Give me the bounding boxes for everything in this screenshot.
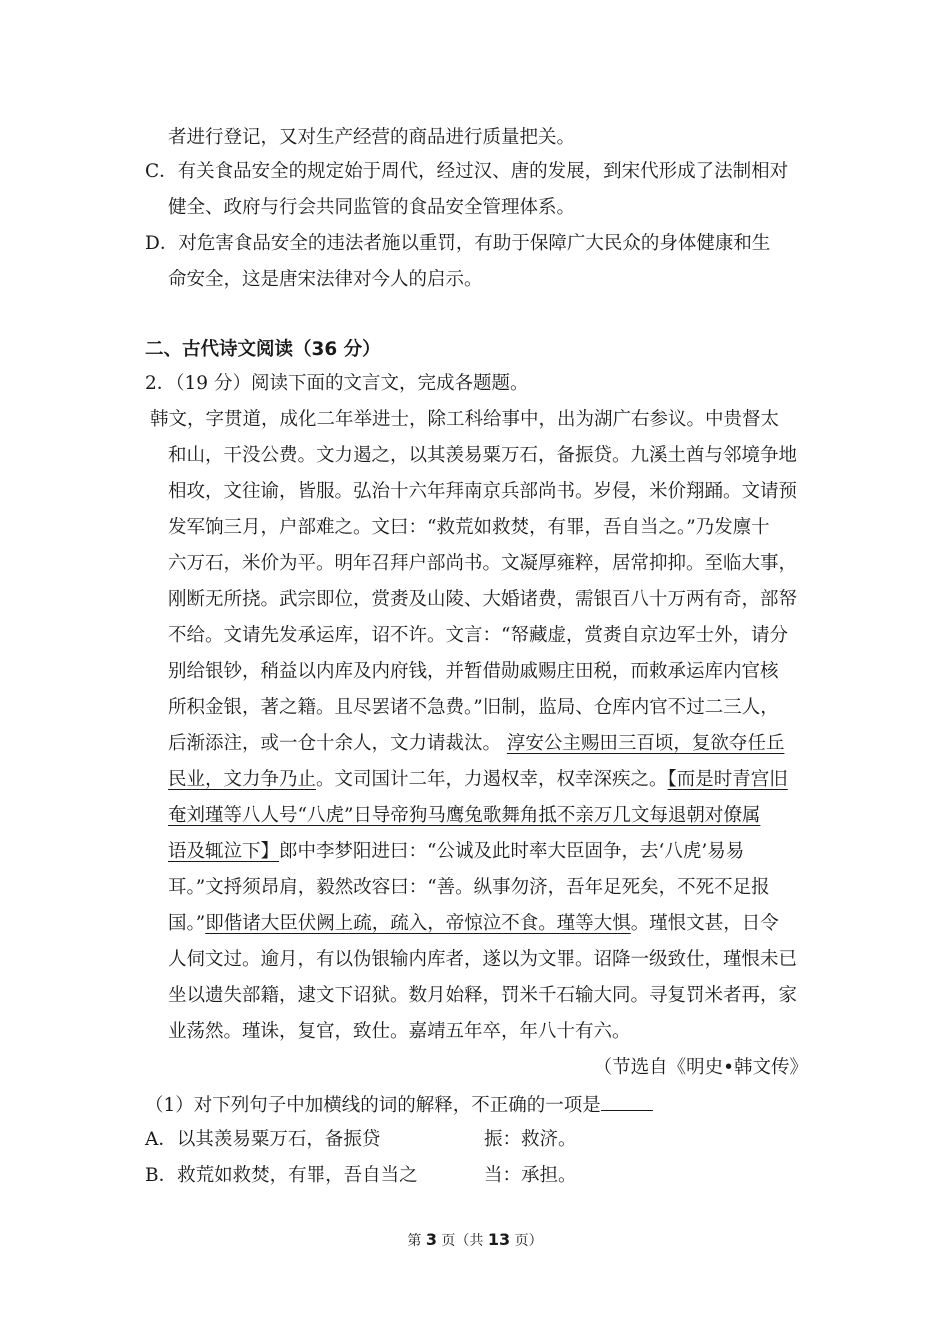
passage-text: 。文司国计二年，力遏权幸，权幸深疾之。: [316, 769, 668, 790]
bracketed-sentence: 语及辄泣下】: [168, 841, 280, 862]
page-footer: [0, 1230, 950, 1251]
subquestion-1-text: （1）对下列句子中加横线的词的解释，不正确的一项是: [145, 1095, 601, 1116]
option-c-line-1: [145, 160, 788, 184]
passage-text: 国。”: [168, 913, 206, 934]
passage-text: 郎中李梦阳进曰：“公诚及此时率大臣固争，去‘八虎’易易: [279, 841, 745, 862]
option-a-label: A．: [145, 1129, 177, 1150]
passage-line-17: 坐以遗失部籍，逮文下诏狱。数月始释，罚米千石输大同。寻复罚米者再，家: [168, 985, 798, 1006]
section-heading: 二、古代诗文阅读（36 分）: [145, 339, 381, 360]
option-a: [145, 1128, 380, 1152]
option-d-text: 对危害食品安全的违法者施以重罚，有助于保障广大民众的身体健康和生: [178, 233, 771, 254]
bracketed-sentence: 【而是时青宫旧: [667, 769, 788, 790]
passage-line-13: [168, 840, 744, 864]
current-page-number: 3: [425, 1230, 437, 1249]
passage-line-5: 六万石，米价为平。明年召拜户部尚书。文凝厚雍粹，居常抑抑。至临大事，: [168, 553, 798, 574]
passage-source: （节选自《明史•韩文传》: [593, 1057, 808, 1078]
passage-line-6: 刚断无所挠。武宗即位，赏赉及山陵、大婚诸费，需银百八十万两有奇，部帑: [168, 589, 798, 610]
passage-line-1: 韩文，字贯道，成化二年举进士，除工科给事中，出为湖广右参议。中贵督太: [150, 409, 780, 430]
passage-line-2: 和山，干没公费。文力遏之，以其羡易粟万石，备振贷。九溪土酋与邻境争地: [168, 445, 798, 466]
option-d-line-2: 命安全，这是唐宋法律对今人的启示。: [168, 269, 483, 290]
passage-line-15: [168, 912, 779, 936]
option-d-line-1: [145, 232, 770, 256]
passage-line-3: 相攻，文往谕，皆服。弘治十六年拜南京兵部尚书。岁侵，米价翔踊。文请预: [168, 481, 798, 502]
underlined-sentence: 民业，文力争乃止: [168, 769, 317, 790]
option-b-text: 救荒如救焚，有罪，吾自当之: [177, 1165, 418, 1186]
passage-line-4: 发军饷三月，户部难之。文曰：“救荒如救焚，有罪，吾自当之。”乃发廪十: [168, 517, 770, 538]
bracketed-sentence: 奄刘瑾等八人号“八虎”日导帝狗马鹰兔歌舞角抵不亲万几文每退朝对僚属: [168, 805, 761, 826]
option-b-explanation: 当：承担。: [484, 1165, 577, 1186]
passage-line-12: [168, 804, 760, 828]
subquestion-1-stem: [145, 1092, 653, 1118]
option-d-label: D．: [145, 233, 179, 254]
passage-line-14: 耳。”文捋须昂肩，毅然改容曰：“善。纵事勿济，吾年足死矣，不死不足报: [168, 877, 770, 898]
passage-line-8: 别给银钞，稍益以内库及内府钱，并暂借勋戚赐庄田税，而敕承运库内官核: [168, 661, 779, 682]
underlined-sentence: 即偕诸大臣伏阙上疏，疏入，帝惊泣不食。瑾等大惧: [205, 913, 631, 934]
option-b: [145, 1164, 418, 1188]
passage-line-16: 人伺文过。逾月，有以伪银输内库者，遂以为文罪。诏降一级致仕，瑾恨未已: [168, 949, 798, 970]
question-2-intro: 2．（19 分）阅读下面的文言文，完成各题题。: [145, 373, 529, 394]
option-a-explanation: 振：救济。: [484, 1129, 577, 1150]
passage-line-7: 不给。文请先发承运库，诏不许。文言：“帑藏虚，赏赉自京边军士外，请分: [168, 625, 788, 646]
underlined-sentence: 淳安公主赐田三百顷，复欲夺任丘: [506, 733, 785, 754]
footer-text: 页（共: [436, 1233, 488, 1249]
option-b-continuation: 者进行登记，又对生产经营的商品进行质量把关。: [168, 127, 576, 148]
passage-text: 。瑾恨文甚，日令: [630, 913, 779, 934]
option-c-text: 有关食品安全的规定始于周代，经过汉、唐的发展，到宋代形成了法制相对: [177, 161, 789, 182]
option-a-text: 以其羡易粟万石，备振贷: [176, 1129, 381, 1150]
answer-blank: [601, 1092, 653, 1111]
passage-line-10: [168, 732, 784, 756]
option-c-line-2: 健全、政府与行会共同监管的食品安全管理体系。: [168, 197, 576, 218]
footer-text: 第: [407, 1233, 426, 1249]
footer-text: 页）: [510, 1233, 543, 1249]
passage-line-9: 所积金银，著之籍。且尽罢诸不急费。”旧制，监局、仓库内官不过二三人，: [168, 697, 779, 718]
option-c-label: C．: [145, 161, 178, 182]
passage-line-18: 业荡然。瑾诛，复官，致仕。嘉靖五年卒，年八十有六。: [168, 1021, 631, 1042]
passage-line-11: [168, 768, 788, 792]
passage-text: 后渐添注，或一仓十余人，文力请裁汰。: [168, 733, 502, 754]
option-b-label: B．: [145, 1165, 178, 1186]
total-page-number: 13: [487, 1230, 511, 1249]
